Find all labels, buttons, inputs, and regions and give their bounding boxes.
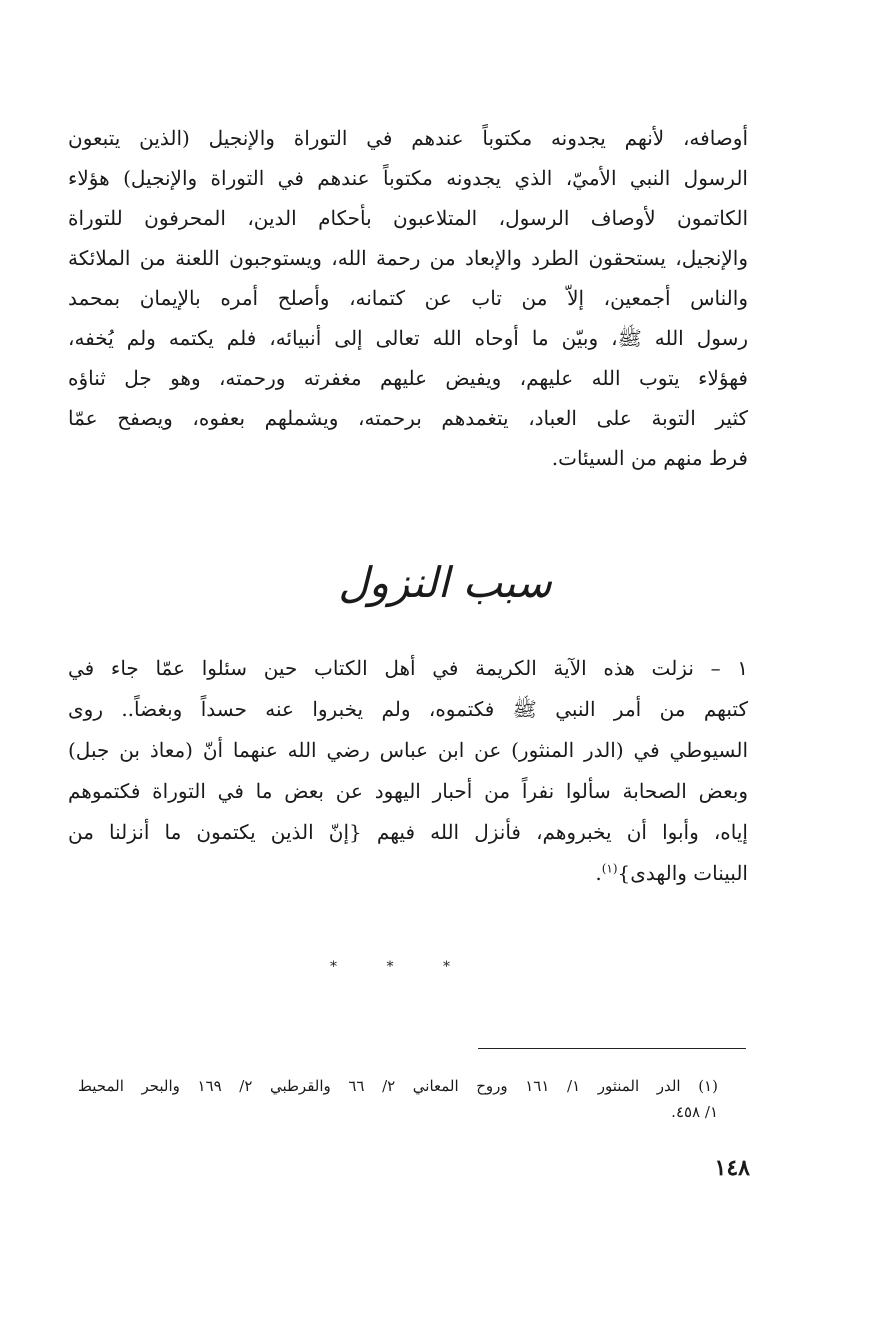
separator-star: *: [443, 959, 450, 975]
footnote-line: (١) الدر المنثور ١/ ١٦١ وروح المعاني ٢/ ٦٦ والقرطبي ٢/ ١٦٩ والبحر المحيط: [78, 1077, 718, 1095]
sentence-end: .: [595, 861, 602, 885]
text-line: والإنجيل، يستحقون الطرد والإبعاد من رحمة الله، ويستوجبون اللعنة من الملائكة: [68, 246, 748, 270]
footnote: [78, 1073, 718, 1125]
text-line: السيوطي في (الدر المنثور) عن ابن عباس رضي الله عنهما أنّ (معاذ بن جبل): [68, 738, 748, 762]
section-separator: [330, 955, 450, 979]
section-heading-text: سبب النزول: [338, 558, 552, 607]
occasion-paragraph: [68, 648, 748, 894]
commentary-paragraph: [68, 118, 748, 478]
separator-star: *: [386, 959, 394, 975]
text-line: الكاتمون لأوصاف الرسول، المتلاعبون بأحكام الدين، المحرفون للتوراة: [68, 206, 748, 230]
text-line: كتبهم من أمر النبي ﷺ فكتموه، ولم يخبروا عنه حسداً وبغضاً.. روى: [68, 697, 748, 721]
section-heading-calligraphy: [300, 545, 590, 625]
text-line: رسول الله ﷺ، وبيّن ما أوحاه الله تعالى إلى أنبيائه، فلم يكتمه ولم يُخفه،: [68, 326, 748, 350]
text-line: ١ – نزلت هذه الآية الكريمة في أهل الكتاب حين سئلوا عمّا جاء في: [68, 656, 749, 680]
text-fragment: البينات والهدى}: [617, 861, 748, 885]
text-line: وبعض الصحابة سألوا نفراً من أحبار اليهود عن بعض ما في التوراة فكتموهم: [68, 779, 748, 803]
text-line: والناس أجمعين، إلاّ من تاب عن كتمانه، وأصلح أمره بالإيمان بمحمد: [68, 286, 748, 310]
text-line: كثير التوبة على العباد، يتغمدهم برحمته، ويشملهم بعفوه، ويصفح عمّا: [68, 406, 748, 430]
separator-star: *: [330, 959, 337, 975]
footnote-divider: [478, 1048, 746, 1049]
footnote-line: ١/ ٤٥٨.: [671, 1103, 718, 1121]
page-number: ١٤٨: [714, 1155, 750, 1181]
text-line: إياه، وأبوا أن يخبروهم، فأنزل الله فيهم {إنّ الذين يكتمون ما أنزلنا من: [68, 820, 748, 844]
text-line: الرسول النبي الأميّ، الذي يجدونه مكتوباً عندهم في التوراة والإنجيل) هؤلاء: [68, 166, 748, 190]
text-line-final: [68, 853, 748, 894]
text-line: فهؤلاء يتوب الله عليهم، ويفيض عليهم مغفرته ورحمته، وهو جل ثناؤه: [68, 366, 748, 390]
footnote-reference: (١): [601, 861, 618, 876]
text-line: فرط منهم من السيئات.: [551, 446, 748, 470]
text-line: أوصافه، لأنهم يجدونه مكتوباً عندهم في التوراة والإنجيل (الذين يتبعون: [68, 126, 748, 150]
